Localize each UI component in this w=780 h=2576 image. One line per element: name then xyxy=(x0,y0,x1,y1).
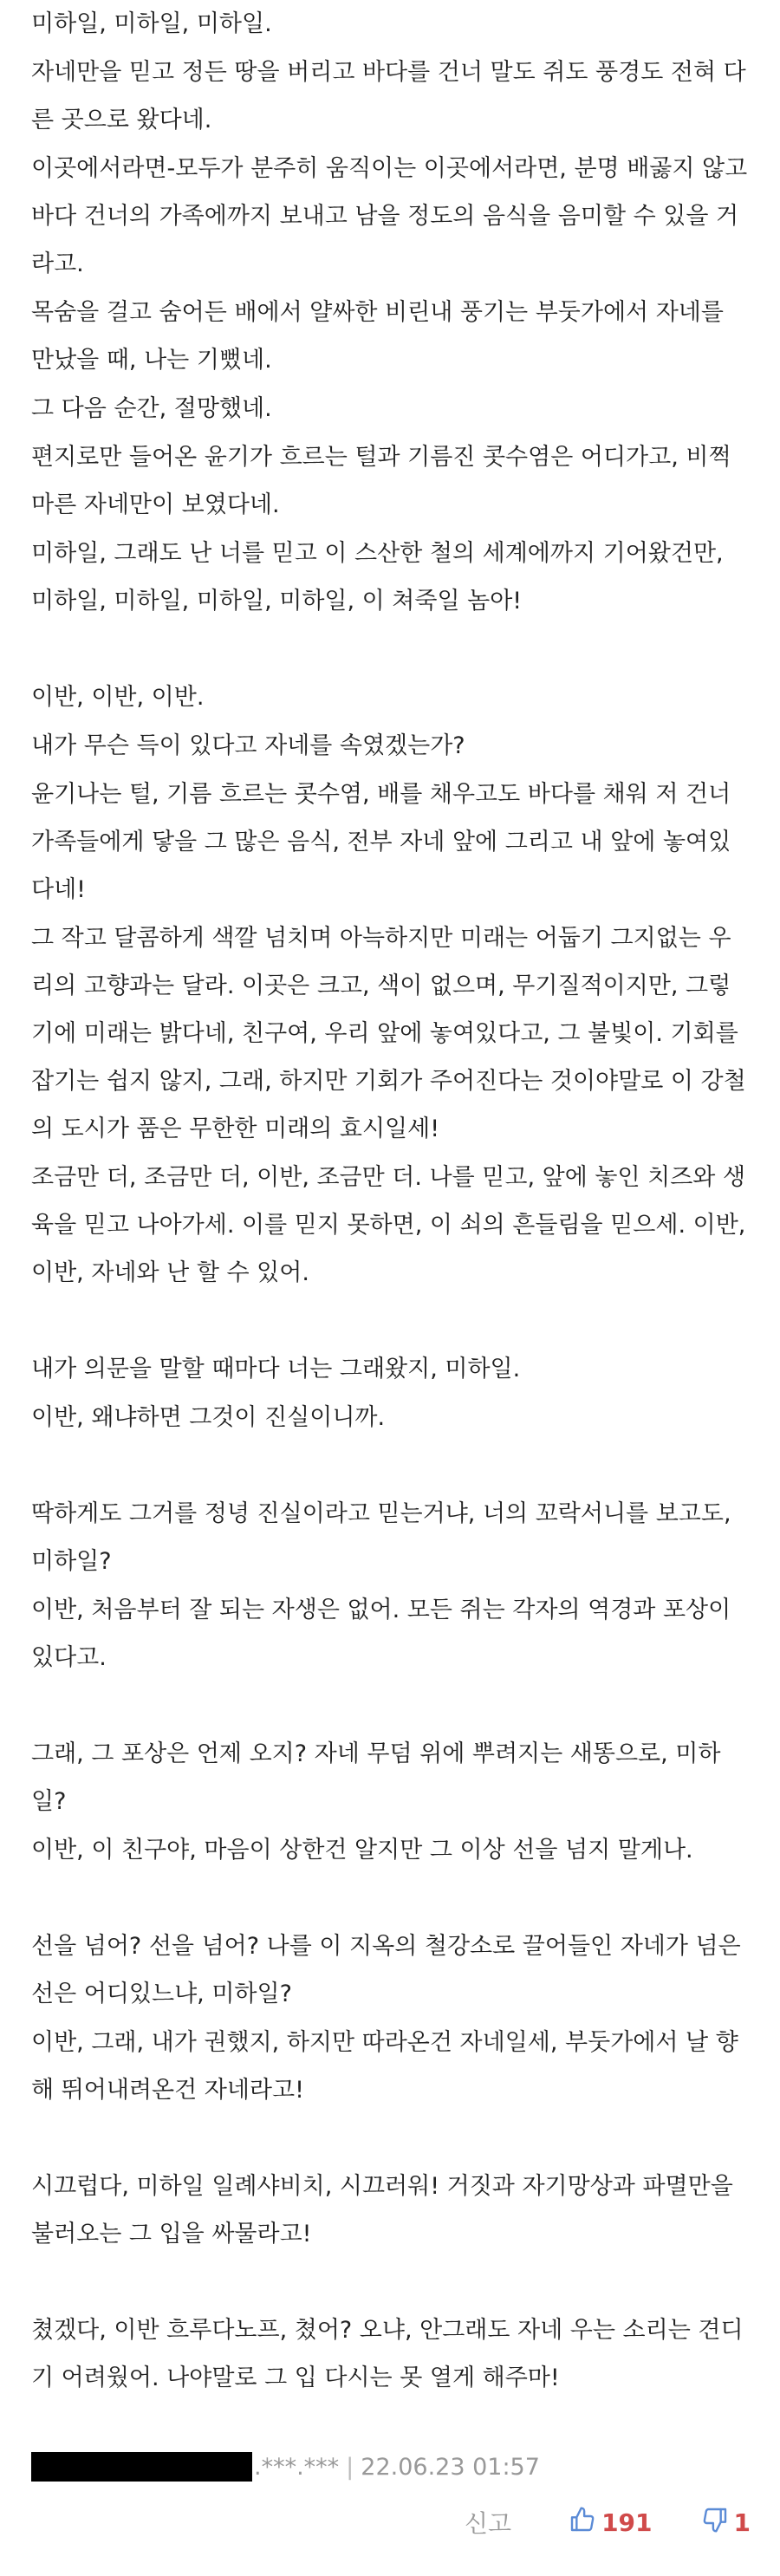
post-paragraph: 그 작고 달콤하게 색깔 넘치며 아늑하지만 미래는 어둡기 그지없는 우리의 고향과는 달라. 이곳은 크고, 색이 없으며, 무기질적이지만, 그렇기에 미래는 밝다네, 친구여, 우리 앞에 놓여있다고, 그 불빛이. 기회를 잡기는 쉽지 않지, 그래, 하지만 기회가 주어진다는 것이야말로 이 강철의 도시가 품은 무한한 미래의 효시일세! xyxy=(31,925,746,1142)
paragraph-gap xyxy=(31,2115,751,2163)
post-paragraph: 이반, 그래, 내가 권했지, 하지만 따라온건 자네일세, 부둣가에서 날 향해 뛰어내려온건 자네라고! xyxy=(31,2029,738,2104)
upvote-count: 191 xyxy=(601,2508,653,2537)
paragraph-gap xyxy=(31,1875,751,1922)
post-paragraph: 그 다음 순간, 절망했네. xyxy=(31,395,272,422)
post-paragraph: 조금만 더, 조금만 더, 이반, 조금만 더. 나를 믿고, 앞에 놓인 치즈와 생육을 믿고 나아가세. 이를 믿지 못하면, 이 쇠의 흔들림을 믿으세. 이반, 이반, 자네와 난 할 수 있어. xyxy=(31,1164,746,1286)
post-paragraph: 이반, 왜냐하면 그것이 진실이니까. xyxy=(31,1404,386,1431)
meta-separator: | xyxy=(346,2453,354,2481)
post-paragraph: 미하일, 그래도 난 너를 믿고 이 스산한 철의 세계에까지 기어왔건만, 미하일, 미하일, 미하일, 미하일, 이 쳐죽일 놈아! xyxy=(31,540,724,615)
post-paragraph: 이반, 처음부터 잘 되는 자생은 없어. 모든 쥐는 각자의 역경과 포상이 있다고. xyxy=(31,1597,731,1671)
post-paragraph: 내가 무슨 득이 있다고 자네를 속였겠는가? xyxy=(31,732,465,759)
post-paragraph: 편지로만 들어온 윤기가 흐르는 털과 기름진 콧수염은 어디가고, 비쩍 마른 자네만이 보였다네. xyxy=(31,444,731,518)
post-paragraph: 선을 넘어? 선을 넘어? 나를 이 지옥의 철강소로 끌어들인 자네가 넘은 선은 어디있느냐, 미하일? xyxy=(31,1933,741,2007)
post-paragraph: 이반, 이 친구야, 마음이 상한건 알지만 그 이상 선을 넘지 말게나. xyxy=(31,1837,693,1864)
post-paragraph: 미하일, 미하일, 미하일. xyxy=(31,10,272,37)
post-paragraph: 자네만을 믿고 정든 땅을 버리고 바다를 건너 말도 쥐도 풍경도 전혀 다른 곳으로 왔다네. xyxy=(31,59,746,133)
post-paragraph: 내가 의문을 말할 때마다 너는 그래왔지, 미하일. xyxy=(31,1356,521,1382)
comment-meta xyxy=(31,2451,540,2482)
post-paragraph: 윤기나는 털, 기름 흐르는 콧수염, 배를 채우고도 바다를 채워 저 건너 가족들에게 닿을 그 많은 음식, 전부 자네 앞에 그리고 내 앞에 놓여있다네! xyxy=(31,781,731,903)
post-paragraph: 시끄럽다, 미하일 일례샤비치, 시끄러워! 거짓과 자기망상과 파멸만을 불러오는 그 입을 싸물라고! xyxy=(31,2173,733,2247)
downvote-count: 1 xyxy=(733,2508,751,2537)
upvote-button[interactable] xyxy=(569,2506,652,2540)
post-paragraph: 쳤겠다, 이반 흐루다노프, 쳤어? 오냐, 안그래도 자네 우는 소리는 견디기 어려웠어. 나야말로 그 입 다시는 못 열게 해주마! xyxy=(31,2317,744,2391)
paragraph-gap xyxy=(31,2259,751,2306)
post-paragraph: 그래, 그 포상은 언제 오지? 자네 무덤 위에 뿌려지는 새똥으로, 미하일? xyxy=(31,1740,721,1815)
paragraph-gap xyxy=(31,1442,751,1490)
thumbs-down-icon xyxy=(701,2506,729,2540)
author-ip: .***.*** xyxy=(254,2453,340,2481)
downvote-button[interactable] xyxy=(701,2506,751,2540)
paragraph-gap xyxy=(31,1682,751,1730)
post-paragraph: 이곳에서라면-모두가 분주히 움직이는 이곳에서라면, 분명 배곯지 않고 바다 건너의 가족에까지 보내고 남을 정도의 음식을 음미할 수 있을 거라고. xyxy=(31,155,748,277)
paragraph-gap xyxy=(31,1298,751,1345)
post-datetime: 22.06.23 01:57 xyxy=(361,2453,540,2481)
author-redaction xyxy=(31,2452,252,2482)
paragraph-gap xyxy=(31,626,751,673)
post-paragraph: 딱하게도 그거를 정녕 진실이라고 믿는거냐, 너의 꼬락서니를 보고도, 미하일? xyxy=(31,1500,731,1575)
report-button[interactable]: 신고 xyxy=(464,2509,512,2538)
post-paragraph: 이반, 이반, 이반. xyxy=(31,684,205,711)
post-paragraph: 목숨을 걸고 숨어든 배에서 얄싸한 비린내 풍기는 부둣가에서 자네를 만났을 때, 나는 기뻤네. xyxy=(31,299,724,374)
post-body xyxy=(31,0,751,2403)
thumbs-up-icon xyxy=(569,2506,596,2540)
post-actions xyxy=(465,2505,751,2540)
